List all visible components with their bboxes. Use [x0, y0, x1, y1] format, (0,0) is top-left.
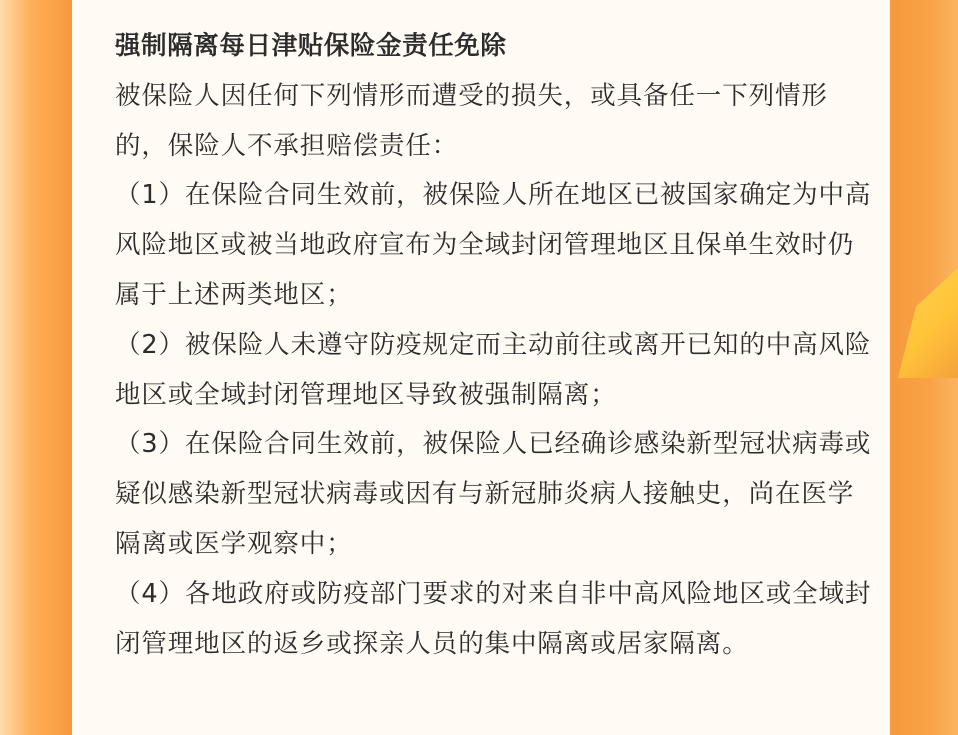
- document-card: [72, 0, 890, 735]
- document-content: [115, 22, 875, 669]
- exclusion-item-4: （4）各地政府或防疫部门要求的对来自非中高风险地区或全域封闭管理地区的返乡或探亲人员的集中隔离或居家隔离。: [115, 578, 872, 659]
- exclusion-item-1: （1）在保险合同生效前，被保险人所在地区已被国家确定为中高风险地区或被当地政府宣布为全域封闭管理地区且保单生效时仍属于上述两类地区；: [115, 180, 872, 310]
- document-title: 强制隔离每日津贴保险金责任免除: [115, 31, 507, 61]
- intro-paragraph: 被保险人因任何下列情形而遭受的损失，或具备任一下列情形的，保险人不承担赔偿责任：: [115, 80, 828, 161]
- exclusion-item-3: （3）在保险合同生效前，被保险人已经确诊感染新型冠状病毒或疑似感染新型冠状病毒或因有与新冠肺炎病人接触史，尚在医学隔离或医学观察中；: [115, 429, 872, 559]
- left-orange-border: [0, 0, 72, 735]
- exclusion-item-2: （2）被保险人未遵守防疫规定而主动前往或离开已知的中高风险地区或全域封闭管理地区导致被强制隔离；: [115, 329, 872, 410]
